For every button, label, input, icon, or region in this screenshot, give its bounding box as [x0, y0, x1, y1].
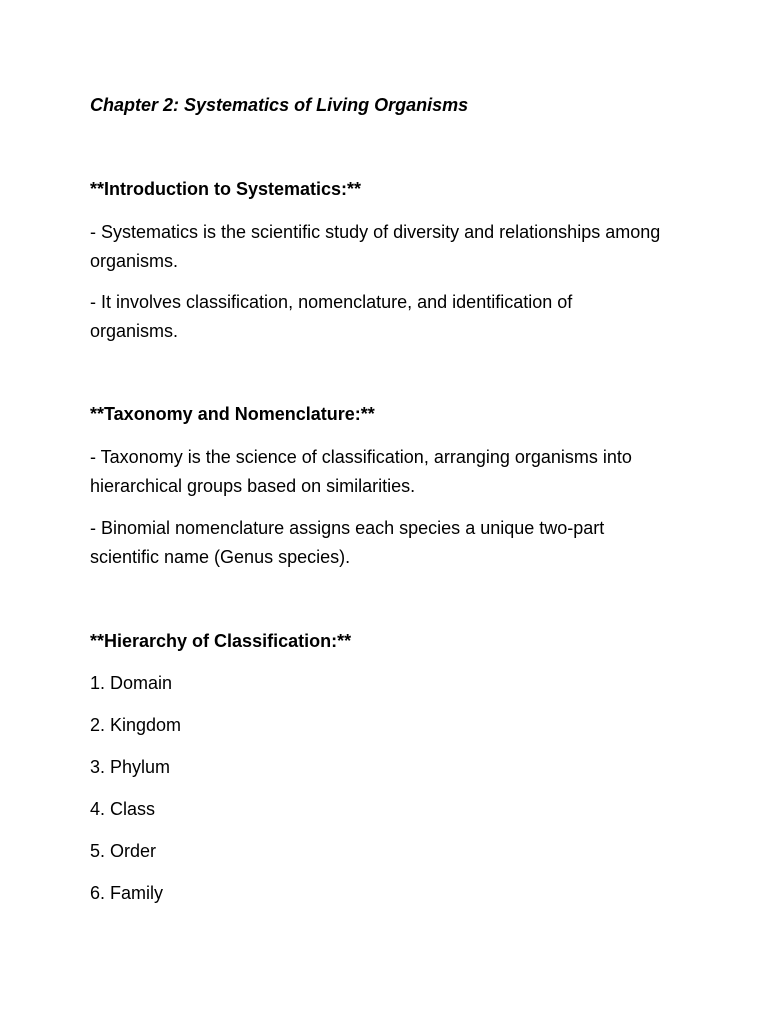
section-heading-hierarchy: **Hierarchy of Classification:**: [90, 631, 352, 651]
list-item-class: 4. Class: [90, 799, 156, 819]
paragraph-taxonomy-definition: - Taxonomy is the science of classification, arranging organisms into hierarchical groups based on similarities.: [90, 447, 632, 496]
paragraph-systematics-definition: - Systematics is the scientific study of diversity and relationships among organisms.: [90, 222, 661, 271]
section-heading-introduction: **Introduction to Systematics:**: [90, 179, 362, 199]
paragraph-systematics-involves: - It involves classification, nomenclature, and identification of organisms.: [90, 292, 573, 341]
section-heading-taxonomy: **Taxonomy and Nomenclature:**: [90, 404, 375, 424]
list-item-phylum: 3. Phylum: [90, 757, 171, 777]
list-item-domain: 1. Domain: [90, 673, 173, 693]
paragraph-binomial-nomenclature: - Binomial nomenclature assigns each species a unique two-part scientific name (Genus species).: [90, 518, 605, 567]
list-item-order: 5. Order: [90, 841, 157, 861]
list-item-family: 6. Family: [90, 883, 164, 903]
chapter-title: Chapter 2: Systematics of Living Organisms: [90, 95, 469, 115]
list-item-kingdom: 2. Kingdom: [90, 715, 182, 735]
